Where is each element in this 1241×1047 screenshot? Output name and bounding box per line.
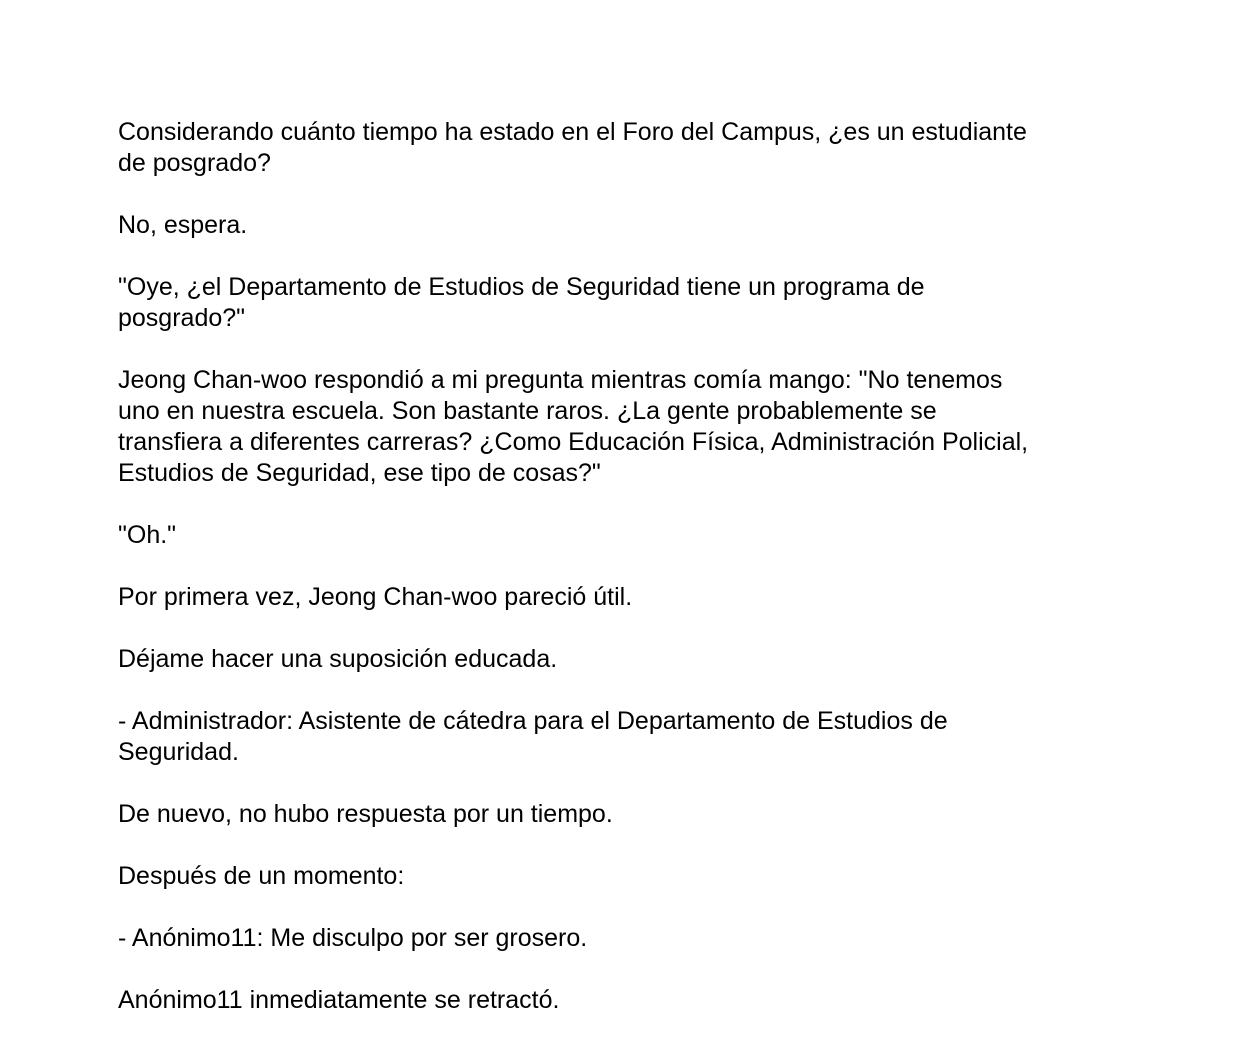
paragraph: No, espera.	[118, 211, 248, 239]
paragraph: Jeong Chan-woo respondió a mi pregunta mientras comía mango: "No tenemos uno en nuestra escuela. Son bastante raros. ¿La gente probablemente se transfiera a diferentes carreras? ¿Como Educación Física, Administración Policial, Estudios de Seguridad, ese tipo de cosas?"	[118, 366, 1029, 487]
paragraph: De nuevo, no hubo respuesta por un tiempo.	[118, 800, 613, 828]
paragraph: "Oh."	[118, 521, 177, 549]
paragraph: Déjame hacer una suposición educada.	[118, 645, 558, 673]
paragraph: - Anónimo11: Me disculpo por ser grosero.	[118, 924, 588, 952]
document-page	[118, 117, 1118, 1047]
paragraph: Después de un momento:	[118, 862, 405, 890]
paragraph: - Administrador: Asistente de cátedra para el Departamento de Estudios de Seguridad.	[118, 707, 948, 766]
paragraph: Anónimo11 inmediatamente se retractó.	[118, 986, 560, 1014]
paragraph: Por primera vez, Jeong Chan-woo pareció útil.	[118, 583, 633, 611]
paragraph: "Oye, ¿el Departamento de Estudios de Seguridad tiene un programa de posgrado?"	[118, 273, 925, 332]
paragraph: Considerando cuánto tiempo ha estado en el Foro del Campus, ¿es un estudiante de posgrado?	[118, 118, 1027, 177]
